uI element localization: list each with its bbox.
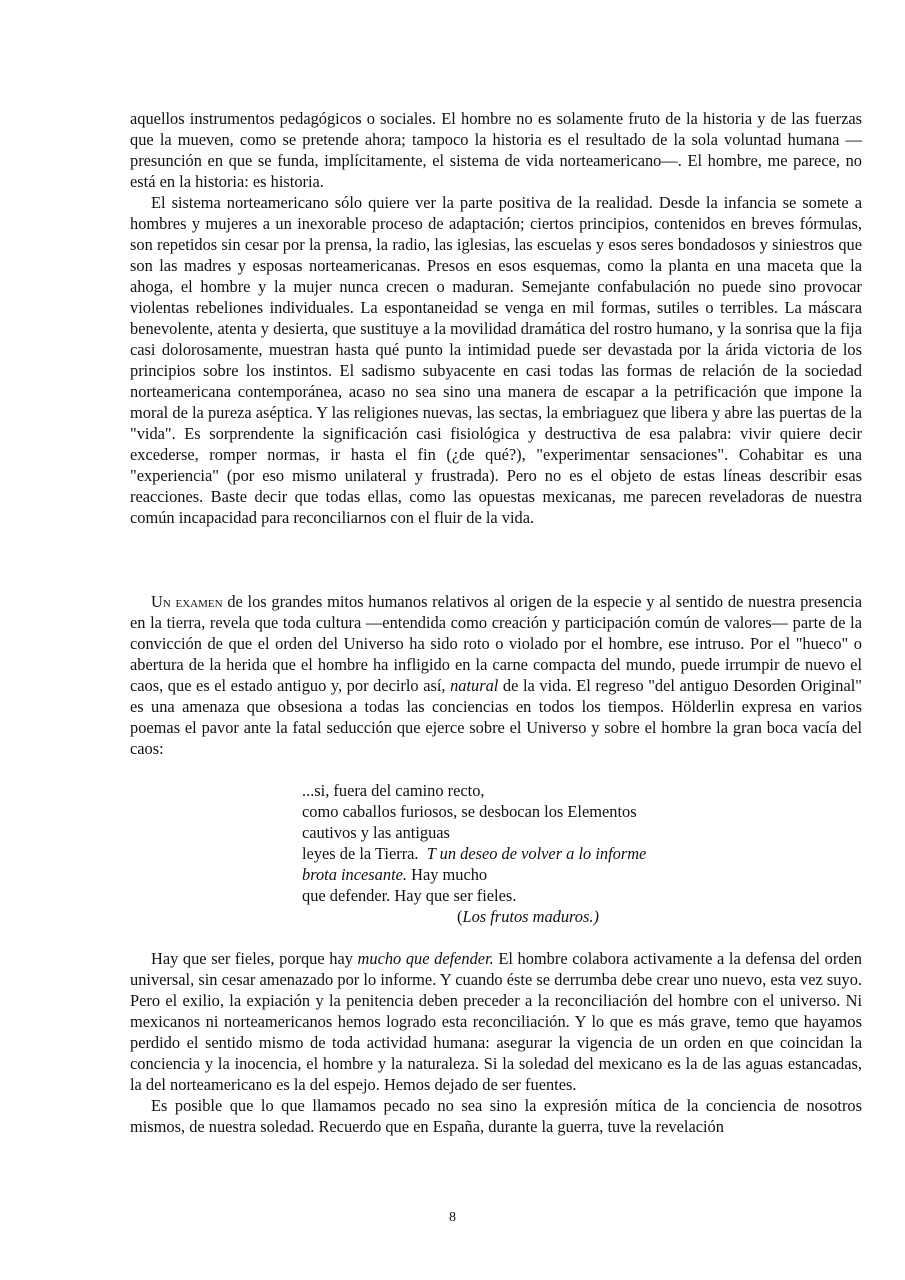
source-paren: ( [457, 907, 463, 926]
verse-line: cautivos y las antiguas [302, 823, 450, 842]
verse-italic: T un deseo de volver a lo informe [426, 844, 647, 863]
verse-italic: brota incesante. [302, 865, 408, 884]
paragraph: El sistema norteamericano sólo quiere ver la parte positiva de la realidad. Desde la infancia se somete a hombres y mujeres a un inexorable proceso de adaptación; ciertos principios, contenidos en breves fórmulas, son repetidos sin cesar por la prensa, la radio, las iglesias, las escuelas y esos seres bondadosos y siniestros que son las madres y esposas norteamericanas. Presos en esos esquemas, como la planta en una maceta que la ahoga, el hombre y la mujer nunca crecen o maduran. Semejante confabulación no puede sino provocar violentas rebeliones individuales. La espontaneidad se venga en mil formas, sutiles o terribles. La máscara benevolente, atenta y desierta, que sustituye a la movilidad dramática del rostro humano, y la sonrisa que la fija casi dolorosamente, muestran hasta qué punto la intimidad puede ser devastada por la árida victoria de los principios sobre los instintos. El sadismo subyacente en casi todas las formas de relación de la sociedad norteamericana contemporánea, acaso no sea sino una manera de escapar a la petrificación que impone la moral de la pureza aséptica. Y las religiones nuevas, las sectas, la embriaguez que libera y abre las puertas de la "vida". Es sorprendente la significación casi fisiológica y destructiva de esa palabra: vivir quiere decir excederse, romper normas, ir hasta el fin (¿de qué?), "experimentar sensaciones". Cohabitar es una "experiencia" (por eso mismo unilateral y frustrada). Pero no es el objeto de estas líneas describir esas reacciones. Baste decir que todas ellas, como las opuestas mexicanas, me parecen reveladoras de nuestra común incapacidad para reconciliarnos con el fluir de la vida. [130, 193, 862, 527]
emphasis-text: mucho que defender. [357, 949, 494, 968]
text-section-3 [130, 948, 862, 1137]
text-section-2 [130, 591, 862, 759]
paragraph-text: Hay que ser fieles, porque hay [151, 949, 358, 968]
paragraph-text: de la vida. El regreso "del antiguo Desorden Original" es una amenaza que obsesiona a todas las conciencias en todos los tiempos. Hölderlin expresa en varios poemas el pavor ante la fatal seducción que ejerce sobre el Universo y sobre el hombre la gran boca vacía del caos: [130, 676, 862, 758]
source-title: Los frutos maduros.) [462, 907, 599, 926]
verse-line [302, 864, 722, 885]
verse-line: ...si, fuera del camino recto, [302, 781, 485, 800]
verse-line: como caballos furiosos, se desbocan los Elementos [302, 802, 637, 821]
verse-line: que defender. Hay que ser fieles. [302, 886, 517, 905]
verse-quote [302, 780, 722, 927]
verse-line [302, 843, 722, 864]
verse-text: leyes de la Tierra. [302, 844, 427, 863]
page-number: 8 [449, 1210, 456, 1225]
paragraph: Es posible que lo que llamamos pecado no sea sino la expresión mítica de la conciencia de nosotros mismos, de nuestra soledad. Recuerdo que en España, durante la guerra, tuve la revelación [130, 1096, 862, 1136]
verse-source [302, 906, 722, 927]
emphasis-text: natural [450, 676, 499, 695]
paragraph-text: de los grandes mitos humanos relativos al origen de la especie y al sentido de nuestra presencia en la tierra, revela que toda cultura —entendida como creación y participación común de valores— parte de la convicción de que el orden del Universo ha sido roto o violado por el hombre, ese intruso. Por el "hueco" o abertura de la herida que el hombre ha infligido en la carne compacta del mundo, puede irrumpir de nuevo el caos, que es el estado antiguo y, por decirlo así, [130, 592, 862, 695]
small-caps-lead: Un examen [151, 592, 223, 611]
paragraph-text: El hombre colabora activamente a la defensa del orden universal, sin cesar amenazado por lo informe. Y cuando éste se derrumba debe crear uno nuevo, esta vez suyo. Pero el exilio, la expiación y la penitencia deben preceder a la reconciliación del hombre con el universo. Ni mexicanos ni norteamericanos hemos logrado esta reconciliación. Y lo que es más grave, temo que hayamos perdido el sentido mismo de toda actividad humana: asegurar la vigencia de un orden en que coincidan la conciencia y la inocencia, el hombre y la naturaleza. Si la soledad del mexicano es la de las aguas estancadas, la del norteamericano es la del espejo. Hemos dejado de ser fuentes. [130, 949, 862, 1094]
paragraph [130, 591, 862, 759]
text-section-1 [130, 108, 862, 528]
paragraph: aquellos instrumentos pedagógicos o sociales. El hombre no es solamente fruto de la historia y de las fuerzas que la mueven, como se pretende ahora; tampoco la historia es el resultado de la sola voluntad humana —presunción en que se funda, implícitamente, el sistema de vida norteamericano—. El hombre, me parece, no está en la historia: es historia. [130, 109, 862, 191]
paragraph [130, 948, 862, 1095]
verse-text: Hay mucho [407, 865, 488, 884]
